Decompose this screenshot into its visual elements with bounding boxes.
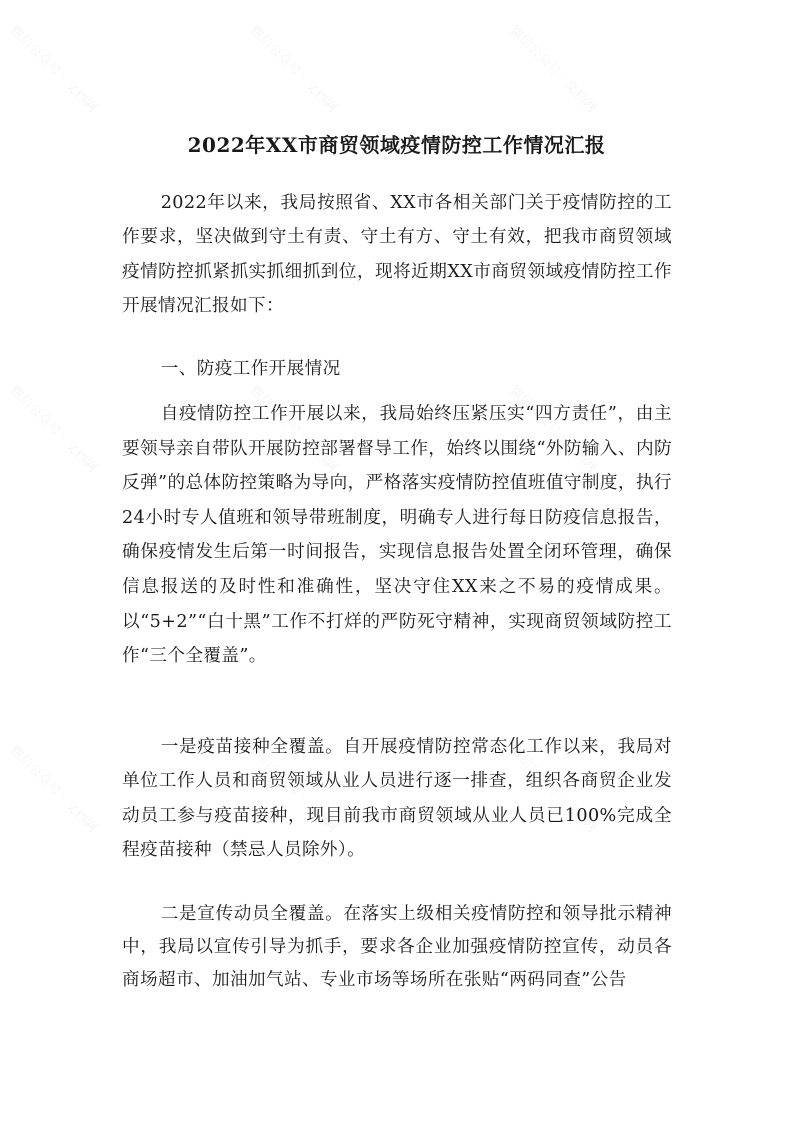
watermark: 微信公众号 · 文档网 bbox=[506, 22, 600, 116]
section-heading-text: 一、防疫工作开展情况 bbox=[160, 359, 341, 379]
watermark: 微信公众号 · 文档网 bbox=[506, 742, 600, 836]
watermark: 微信公众号 · 文档网 bbox=[6, 382, 100, 476]
watermark: 微信公众号 · 文档网 bbox=[246, 22, 340, 116]
document-title: 2022年XX市商贸领域疫情防控工作情况汇报 bbox=[187, 133, 606, 157]
watermark: 微信公众号 · 文档网 bbox=[506, 382, 600, 476]
watermark: 微信公众号 · 文档网 bbox=[6, 22, 100, 116]
paragraph-text: 2022年以来，我局按照省、XX市各相关部门关于疫情防控的工作要求，坚决做到守土有责、守土有方、守土有效，把我市商贸领域疫情防控抓紧抓实抓细抓到位，现将近期XX市商贸领域疫情防控工作开展情况汇报如下： bbox=[122, 193, 672, 316]
paragraph-text: 二是宣传动员全覆盖。在落实上级相关疫情防控和领导批示精神中，我局以宣传引导为抓手，要求各企业加强疫情防控宣传，动员各商场超市、加油加气站、专业市场等场所在张贴“两码同查”公告 bbox=[122, 904, 672, 990]
watermark: 微信公众号 · 文档网 bbox=[6, 742, 100, 836]
section-heading bbox=[122, 352, 672, 386]
paragraph-text: 一是疫苗接种全覆盖。自开展疫情防控常态化工作以来，我局对单位工作人员和商贸领域从业人员进行逐一排查，组织各商贸企业发动员工参与疫苗接种，现目前我市商贸领域从业人员已100%完成全程疫苗接种（禁忌人员除外）。 bbox=[122, 737, 672, 860]
watermark: 微信公众号 · 文档网 bbox=[246, 742, 340, 836]
point-two-paragraph bbox=[122, 898, 672, 997]
watermark: 微信公众号 · 文档网 bbox=[246, 382, 340, 476]
paragraph-text: 自疫情防控工作开展以来，我局始终压紧压实“四方责任”，由主要领导亲自带队开展防控部署督导工作，始终以围绕“外防输入、内防反弹”的总体防控策略为导向，严格落实疫情防控值班值守制度，执行24小时专人值班和领导带班制度，明确专人进行每日防疫信息报告，确保疫情发生后第一时间报告，实现信息报告处置全闭环管理，确保信息报送的及时性和准确性，坚决守住XX来之不易的疫情成果。以“5+2”“白十黑”工作不打烊的严防死守精神，实现商贸领域防控工作“三个全覆盖”。 bbox=[122, 404, 672, 667]
section-body-paragraph bbox=[122, 397, 672, 674]
intro-paragraph bbox=[122, 186, 672, 323]
point-one-paragraph bbox=[122, 730, 672, 867]
